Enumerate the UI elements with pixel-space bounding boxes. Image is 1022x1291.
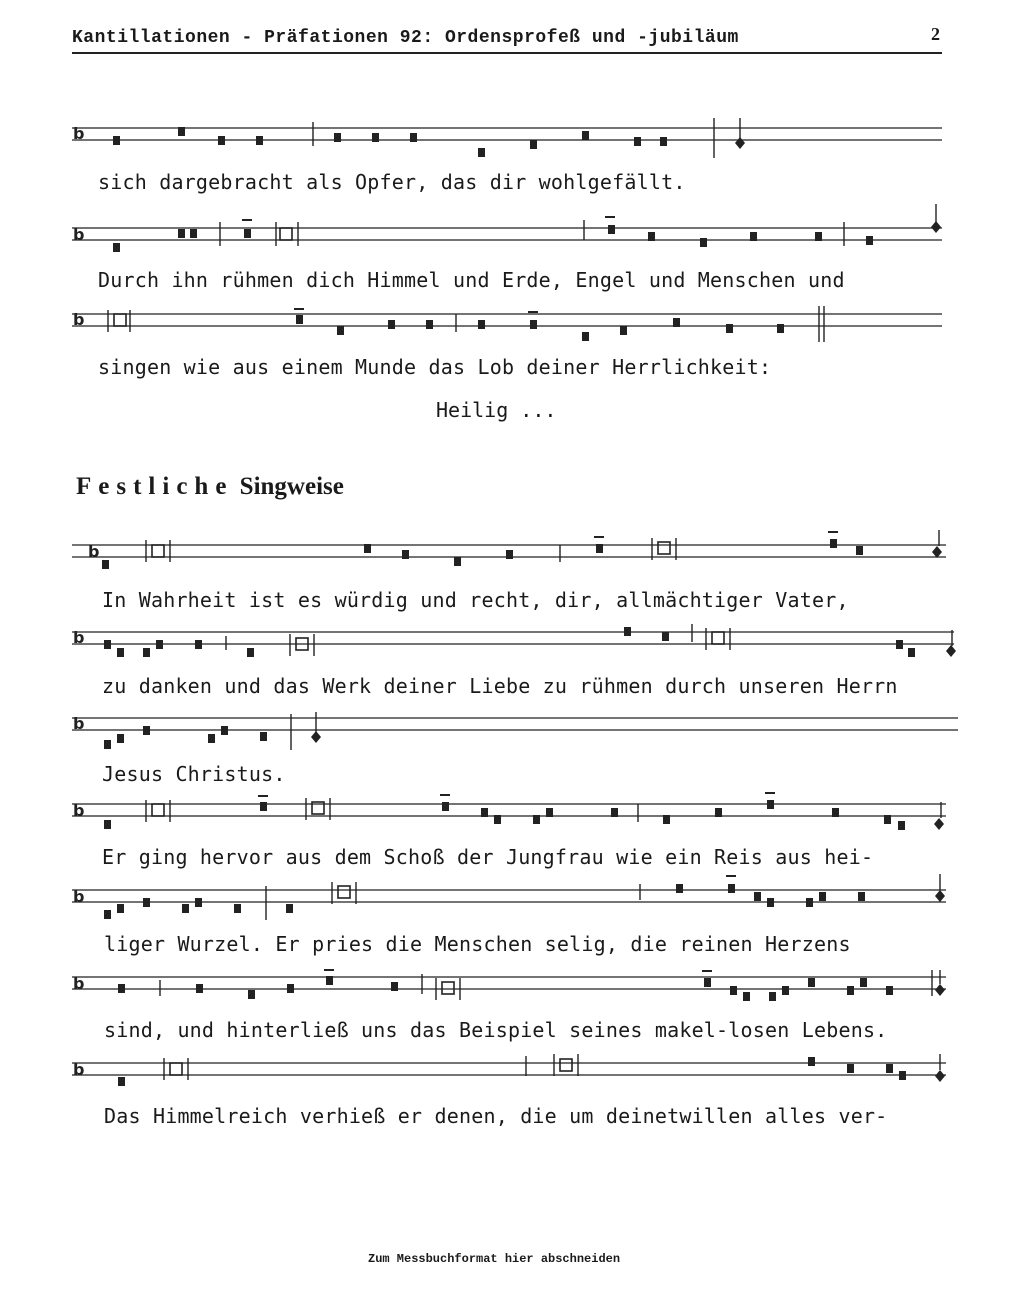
svg-text:b: b (73, 887, 85, 906)
lyric-line: Durch ihn rühmen dich Himmel und Erde, Engel und Menschen und (98, 268, 845, 292)
svg-text:b: b (73, 974, 85, 993)
lyric-line: Er ging hervor aus dem Schoß der Jungfrau wie ein Reis aus hei- (102, 845, 874, 869)
lyric-line: zu danken und das Werk deiner Liebe zu rühmen durch unseren Herrn (102, 674, 898, 698)
section-heading-spaced: Festliche (76, 473, 234, 500)
lyric-line: Das Himmelreich verhieß er denen, die um deinetwillen alles ver- (104, 1104, 888, 1128)
svg-text:b: b (73, 714, 85, 733)
lyric-line: singen wie aus einem Munde das Lob deiner Herrlichkeit: (98, 355, 772, 379)
page-number: 2 (931, 24, 940, 44)
cut-instruction: Zum Messbuchformat hier abschneiden (368, 1252, 621, 1266)
section-heading (76, 473, 344, 501)
lyric-line: Jesus Christus. (102, 762, 286, 786)
svg-text:b: b (73, 310, 85, 329)
header-title: Kantillationen - Präfationen 92: Ordensprofeß und -jubiläum (72, 28, 739, 48)
lyric-line: sich dargebracht als Opfer, das dir wohlgefällt. (98, 170, 686, 194)
svg-text:b: b (73, 225, 85, 244)
lyric-line: sind, und hinterließ uns das Beispiel seines makel-losen Lebens. (104, 1018, 888, 1042)
svg-text:b: b (73, 801, 85, 820)
closing-text: Heilig ... (436, 398, 557, 422)
svg-text:b: b (73, 124, 85, 143)
svg-text:b: b (73, 628, 85, 647)
svg-text:b: b (73, 1060, 85, 1079)
svg-text:b: b (88, 542, 100, 561)
lyric-line: liger Wurzel. Er pries die Menschen selig, die reinen Herzens (104, 932, 851, 956)
lyric-line: In Wahrheit ist es würdig und recht, dir, allmächtiger Vater, (102, 588, 849, 612)
section-heading-rest: Singweise (239, 473, 344, 500)
